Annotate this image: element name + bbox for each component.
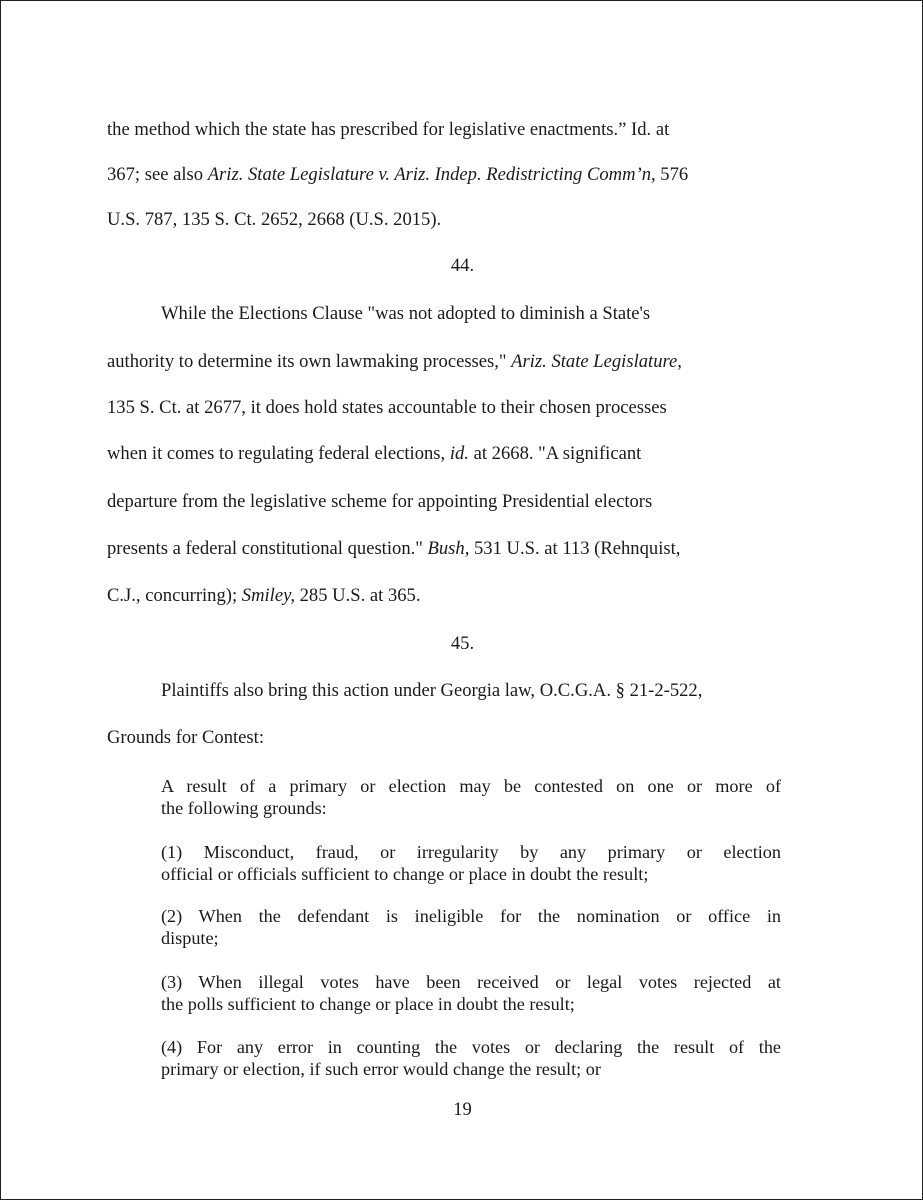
para44-line-4: when it comes to regulating federal elections, id. at 2668. "A significant <box>107 443 642 464</box>
para43-line-1: the method which the state has prescribed for legislative enactments.” Id. at <box>107 119 670 140</box>
quote-line: (1) Misconduct, fraud, or irregularity by any primary or election <box>161 842 781 862</box>
quote-line: A result of a primary or election may be contested on one or more of <box>161 776 781 796</box>
para44-line-1: While the Elections Clause "was not adopted to diminish a State's <box>161 303 651 324</box>
page-number: 19 <box>453 1099 472 1120</box>
para44-line-3: 135 S. Ct. at 2677, it does hold states accountable to their chosen processes <box>107 397 667 418</box>
paragraph-number-44: 44. <box>450 255 475 276</box>
quote-line: official or officials sufficient to change or place in doubt the result; <box>161 864 649 884</box>
quote-line: the polls sufficient to change or place in doubt the result; <box>161 994 575 1014</box>
case-citation: Ariz. State Legislature, <box>511 351 682 372</box>
quote-line: (4) For any error in counting the votes or declaring the result of the <box>161 1037 781 1057</box>
paragraph-number-45: 45. <box>450 633 475 654</box>
para43-line-2: 367; see also Ariz. State Legislature v. Ariz. Indep. Redistricting Comm’n, 576 <box>107 164 689 185</box>
quote-ground-2 <box>161 905 781 949</box>
para45-line-2: Grounds for Contest: <box>107 727 265 748</box>
para44-line-5: departure from the legislative scheme for appointing Presidential electors <box>107 491 653 512</box>
id-citation: id. <box>449 443 469 464</box>
quote-ground-1 <box>161 841 781 885</box>
para43-line-3: U.S. 787, 135 S. Ct. 2652, 2668 (U.S. 2015). <box>107 209 442 230</box>
para44-line-7: C.J., concurring); Smiley, 285 U.S. at 365. <box>107 585 421 606</box>
quote-line: primary or election, if such error would change the result; or <box>161 1059 601 1079</box>
quote-line: (2) When the defendant is ineligible for the nomination or office in <box>161 906 781 926</box>
quote-line: dispute; <box>161 928 219 948</box>
para45-line-1: Plaintiffs also bring this action under Georgia law, O.C.G.A. § 21-2-522, <box>161 680 703 701</box>
case-citation: Bush, <box>427 538 470 559</box>
quote-ground-4 <box>161 1036 781 1080</box>
quote-line: the following grounds: <box>161 798 327 818</box>
quote-intro <box>161 775 781 819</box>
case-citation: Smiley, <box>241 585 295 606</box>
para44-line-6: presents a federal constitutional question." Bush, 531 U.S. at 113 (Rehnquist, <box>107 538 681 559</box>
para44-line-2: authority to determine its own lawmaking processes," Ariz. State Legislature, <box>107 351 682 372</box>
case-citation: Ariz. State Legislature v. Ariz. Indep. Redistricting Comm’n <box>207 164 651 185</box>
quote-ground-3 <box>161 971 781 1015</box>
quote-line: (3) When illegal votes have been received or legal votes rejected at <box>161 972 781 992</box>
